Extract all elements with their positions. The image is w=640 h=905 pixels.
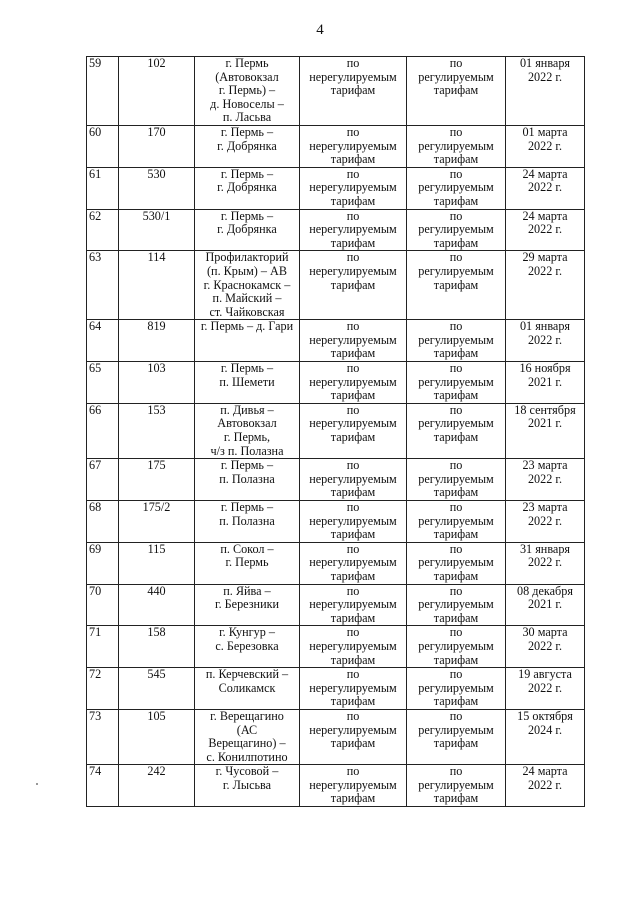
tariff-type-cell: [300, 668, 407, 710]
route-name-cell: [195, 251, 300, 320]
table-row: [87, 251, 585, 320]
table-row: [87, 209, 585, 251]
route-number-cell: [119, 626, 195, 668]
route-name-cell-text: п. Дивья – Автовокзал г. Пермь, ч/з п. Полазна: [210, 402, 284, 458]
tariff-type-cell-text: по нерегулируемым тарифам: [309, 764, 397, 806]
route-number-cell-text: 114: [147, 250, 166, 265]
tariff-type-cell: [300, 501, 407, 543]
tariff-regulated-cell-text: по регулируемым тарифам: [418, 625, 494, 667]
start-date-cell-text: 15 октября 2024 г.: [517, 708, 573, 737]
row-number-cell: [87, 626, 119, 668]
tariff-regulated-cell: [407, 209, 506, 251]
tariff-type-cell-text: по нерегулируемым тарифам: [309, 361, 397, 403]
route-number-cell-text: 819: [147, 319, 166, 334]
routes-table: [86, 56, 585, 807]
route-name-cell: [195, 765, 300, 807]
start-date-cell: [506, 167, 585, 209]
row-number-cell: [87, 584, 119, 626]
tariff-regulated-cell-text: по регулируемым тарифам: [418, 541, 494, 583]
tariff-regulated-cell-text: по регулируемым тарифам: [418, 166, 494, 208]
start-date-cell-text: 18 сентября 2021 г.: [514, 402, 576, 431]
start-date-cell-text: 01 января 2022 г.: [519, 56, 571, 84]
route-name-cell: [195, 584, 300, 626]
tariff-regulated-cell-text: по регулируемым тарифам: [418, 667, 494, 709]
row-number-cell: [87, 320, 119, 362]
table-row: [87, 709, 585, 764]
start-date-cell: [506, 584, 585, 626]
tariff-type-cell-text: по нерегулируемым тарифам: [309, 500, 397, 542]
route-name-cell-text: г. Пермь – п. Полазна: [219, 500, 275, 528]
route-number-cell-text: 545: [147, 667, 166, 682]
routes-table-body: [87, 57, 585, 807]
row-number-cell: [87, 403, 119, 458]
start-date-cell: [506, 542, 585, 584]
tariff-regulated-cell: [407, 765, 506, 807]
table-row: [87, 626, 585, 668]
tariff-regulated-cell-text: по регулируемым тарифам: [418, 458, 494, 500]
route-number-cell-text: 102: [147, 56, 166, 70]
route-number-cell-text: 242: [147, 764, 166, 779]
start-date-cell: [506, 251, 585, 320]
table-row: [87, 320, 585, 362]
route-name-cell: [195, 542, 300, 584]
table-row: [87, 362, 585, 404]
route-name-cell: [195, 57, 300, 126]
route-number-cell: [119, 57, 195, 126]
row-number-cell: [87, 125, 119, 167]
table-row: [87, 542, 585, 584]
tariff-regulated-cell: [407, 125, 506, 167]
tariff-type-cell-text: по нерегулируемым тарифам: [309, 250, 397, 292]
tariff-type-cell-text: по нерегулируемым тарифам: [309, 583, 397, 625]
tariff-type-cell: [300, 57, 407, 126]
tariff-type-cell: [300, 362, 407, 404]
route-name-cell-text: п. Сокол – г. Пермь: [220, 541, 274, 570]
route-name-cell: [195, 167, 300, 209]
row-number-cell: [87, 209, 119, 251]
tariff-type-cell-text: по нерегулируемым тарифам: [309, 56, 397, 98]
tariff-type-cell: [300, 459, 407, 501]
row-number-cell-text: 63: [89, 250, 102, 265]
row-number-cell-text: 69: [89, 541, 102, 556]
tariff-type-cell-text: по нерегулируемым тарифам: [309, 402, 397, 445]
start-date-cell-text: 08 декабря 2021 г.: [517, 583, 573, 612]
start-date-cell-text: 01 января 2022 г.: [519, 319, 571, 347]
route-name-cell-text: г. Верещагино (АС Верещагино) – с. Конилпотино: [206, 708, 288, 764]
tariff-regulated-cell: [407, 251, 506, 320]
tariff-regulated-cell: [407, 709, 506, 764]
tariff-type-cell-text: по нерегулируемым тарифам: [309, 541, 397, 583]
tariff-regulated-cell: [407, 167, 506, 209]
table-row: [87, 125, 585, 167]
row-number-cell-text: 70: [89, 583, 102, 598]
start-date-cell-text: 23 марта 2022 г.: [522, 458, 568, 486]
start-date-cell-text: 24 марта 2022 г.: [522, 208, 568, 237]
row-number-cell: [87, 765, 119, 807]
tariff-type-cell: [300, 125, 407, 167]
route-name-cell-text: п. Керчевский – Соликамск: [205, 667, 289, 695]
tariff-type-cell: [300, 765, 407, 807]
table-row: [87, 765, 585, 807]
route-number-cell-text: 175: [147, 458, 166, 473]
table-row: [87, 501, 585, 543]
start-date-cell: [506, 209, 585, 251]
start-date-cell-text: 31 января 2022 г.: [519, 541, 571, 570]
start-date-cell: [506, 459, 585, 501]
table-row: [87, 57, 585, 126]
route-number-cell: [119, 584, 195, 626]
row-number-cell-text: 64: [89, 319, 102, 334]
start-date-cell: [506, 320, 585, 362]
start-date-cell-text: 30 марта 2022 г.: [522, 625, 568, 653]
route-name-cell: [195, 501, 300, 543]
tariff-type-cell: [300, 709, 407, 764]
tariff-regulated-cell-text: по регулируемым тарифам: [418, 583, 494, 625]
tariff-type-cell-text: по нерегулируемым тарифам: [309, 208, 397, 250]
row-number-cell-text: 65: [89, 361, 102, 376]
start-date-cell: [506, 403, 585, 458]
start-date-cell: [506, 709, 585, 764]
tariff-type-cell-text: по нерегулируемым тарифам: [309, 708, 397, 751]
tariff-type-cell: [300, 626, 407, 668]
route-name-cell: [195, 459, 300, 501]
route-name-cell: [195, 320, 300, 362]
route-number-cell-text: 158: [147, 625, 166, 640]
row-number-cell-text: 74: [89, 764, 102, 779]
tariff-regulated-cell: [407, 626, 506, 668]
tariff-type-cell-text: по нерегулируемым тарифам: [309, 166, 397, 208]
tariff-regulated-cell-text: по регулируемым тарифам: [418, 208, 494, 250]
start-date-cell: [506, 57, 585, 126]
tariff-type-cell: [300, 209, 407, 251]
start-date-cell: [506, 125, 585, 167]
row-number-cell-text: 62: [89, 208, 102, 223]
start-date-cell-text: 23 марта 2022 г.: [522, 500, 568, 528]
route-name-cell: [195, 626, 300, 668]
start-date-cell-text: 01 марта 2022 г.: [522, 124, 568, 153]
route-name-cell-text: г. Кунгур – с. Березовка: [215, 625, 279, 653]
tariff-type-cell: [300, 167, 407, 209]
row-number-cell: [87, 542, 119, 584]
route-number-cell: [119, 209, 195, 251]
route-number-cell-text: 530/1: [142, 208, 171, 223]
tariff-type-cell: [300, 251, 407, 320]
route-number-cell-text: 440: [147, 583, 166, 598]
row-number-cell: [87, 501, 119, 543]
route-name-cell-text: г. Пермь (Автовокзал г. Пермь) – д. Новоселы – п. Ласьва: [210, 56, 284, 125]
route-number-cell: [119, 765, 195, 807]
tariff-regulated-cell-text: по регулируемым тарифам: [418, 124, 494, 167]
route-number-cell: [119, 320, 195, 362]
tariff-regulated-cell: [407, 668, 506, 710]
route-number-cell: [119, 709, 195, 764]
tariff-regulated-cell-text: по регулируемым тарифам: [418, 402, 494, 445]
route-number-cell-text: 175/2: [142, 500, 171, 514]
row-number-cell: [87, 709, 119, 764]
tariff-type-cell: [300, 403, 407, 458]
route-number-cell: [119, 125, 195, 167]
route-name-cell-text: г. Пермь – г. Добрянка: [217, 208, 277, 237]
tariff-regulated-cell-text: по регулируемым тарифам: [418, 764, 494, 806]
tariff-regulated-cell-text: по регулируемым тарифам: [418, 250, 494, 292]
table-row: [87, 584, 585, 626]
route-number-cell-text: 103: [147, 361, 166, 376]
row-number-cell: [87, 167, 119, 209]
route-number-cell-text: 530: [147, 166, 166, 181]
tariff-regulated-cell: [407, 362, 506, 404]
route-number-cell: [119, 542, 195, 584]
tariff-regulated-cell: [407, 584, 506, 626]
tariff-type-cell-text: по нерегулируемым тарифам: [309, 319, 397, 361]
row-number-cell-text: 67: [89, 458, 102, 473]
row-number-cell: [87, 57, 119, 126]
route-name-cell-text: г. Пермь – п. Шемети: [219, 361, 275, 389]
start-date-cell-text: 24 марта 2022 г.: [522, 166, 568, 195]
start-date-cell-text: 16 ноября 2021 г.: [519, 361, 571, 389]
route-number-cell: [119, 362, 195, 404]
table-row: [87, 668, 585, 710]
tariff-regulated-cell: [407, 542, 506, 584]
start-date-cell: [506, 362, 585, 404]
route-name-cell-text: г. Пермь – п. Полазна: [219, 458, 275, 486]
row-number-cell: [87, 459, 119, 501]
tariff-type-cell-text: по нерегулируемым тарифам: [309, 458, 397, 500]
start-date-cell-text: 29 марта 2022 г.: [522, 250, 568, 278]
tariff-regulated-cell: [407, 403, 506, 458]
row-number-cell-text: 68: [89, 500, 102, 514]
start-date-cell-text: 19 августа 2022 г.: [518, 667, 572, 695]
tariff-regulated-cell-text: по регулируемым тарифам: [418, 500, 494, 542]
tariff-regulated-cell: [407, 320, 506, 362]
page-number: 4: [316, 22, 324, 38]
route-name-cell: [195, 125, 300, 167]
start-date-cell: [506, 626, 585, 668]
row-number-cell-text: 66: [89, 402, 102, 417]
route-name-cell-text: г. Пермь – г. Добрянка: [217, 166, 277, 195]
tariff-regulated-cell-text: по регулируемым тарифам: [418, 56, 494, 98]
start-date-cell: [506, 501, 585, 543]
route-number-cell: [119, 167, 195, 209]
start-date-cell-text: 24 марта 2022 г.: [522, 764, 568, 792]
route-name-cell: [195, 668, 300, 710]
route-number-cell: [119, 251, 195, 320]
route-number-cell: [119, 668, 195, 710]
route-number-cell: [119, 459, 195, 501]
row-number-cell: [87, 251, 119, 320]
tariff-regulated-cell: [407, 57, 506, 126]
scan-speck: [36, 783, 38, 785]
tariff-regulated-cell-text: по регулируемым тарифам: [418, 708, 494, 751]
route-name-cell: [195, 403, 300, 458]
table-row: [87, 403, 585, 458]
start-date-cell: [506, 765, 585, 807]
row-number-cell-text: 60: [89, 124, 102, 139]
start-date-cell: [506, 668, 585, 710]
route-name-cell-text: г. Чусовой – г. Лысьва: [215, 764, 279, 792]
row-number-cell-text: 61: [89, 166, 102, 181]
tariff-type-cell: [300, 320, 407, 362]
route-name-cell-text: п. Яйва – г. Березники: [214, 583, 280, 612]
tariff-regulated-cell: [407, 459, 506, 501]
tariff-type-cell-text: по нерегулируемым тарифам: [309, 667, 397, 709]
route-number-cell-text: 115: [147, 541, 166, 556]
row-number-cell: [87, 668, 119, 710]
tariff-regulated-cell-text: по регулируемым тарифам: [418, 319, 494, 361]
route-name-cell: [195, 209, 300, 251]
row-number-cell-text: 73: [89, 708, 102, 723]
table-row: [87, 459, 585, 501]
row-number-cell: [87, 362, 119, 404]
route-number-cell-text: 153: [147, 402, 166, 417]
route-number-cell: [119, 403, 195, 458]
tariff-type-cell-text: по нерегулируемым тарифам: [309, 124, 397, 167]
route-name-cell: [195, 362, 300, 404]
row-number-cell-text: 59: [89, 56, 102, 70]
route-number-cell-text: 105: [147, 708, 166, 723]
route-name-cell-text: г. Пермь – г. Добрянка: [217, 124, 277, 153]
tariff-type-cell-text: по нерегулируемым тарифам: [309, 625, 397, 667]
route-name-cell: [195, 709, 300, 764]
tariff-regulated-cell-text: по регулируемым тарифам: [418, 361, 494, 403]
tariff-type-cell: [300, 542, 407, 584]
route-number-cell: [119, 501, 195, 543]
table-row: [87, 167, 585, 209]
route-number-cell-text: 170: [147, 124, 166, 139]
row-number-cell-text: 72: [89, 667, 102, 682]
tariff-regulated-cell: [407, 501, 506, 543]
route-name-cell-text: Профилакторий (п. Крым) – АВ г. Краснокамск – п. Майский – ст. Чайковская: [203, 250, 291, 319]
tariff-type-cell: [300, 584, 407, 626]
route-name-cell-text: г. Пермь – д. Гари: [200, 319, 294, 334]
row-number-cell-text: 71: [89, 625, 102, 640]
